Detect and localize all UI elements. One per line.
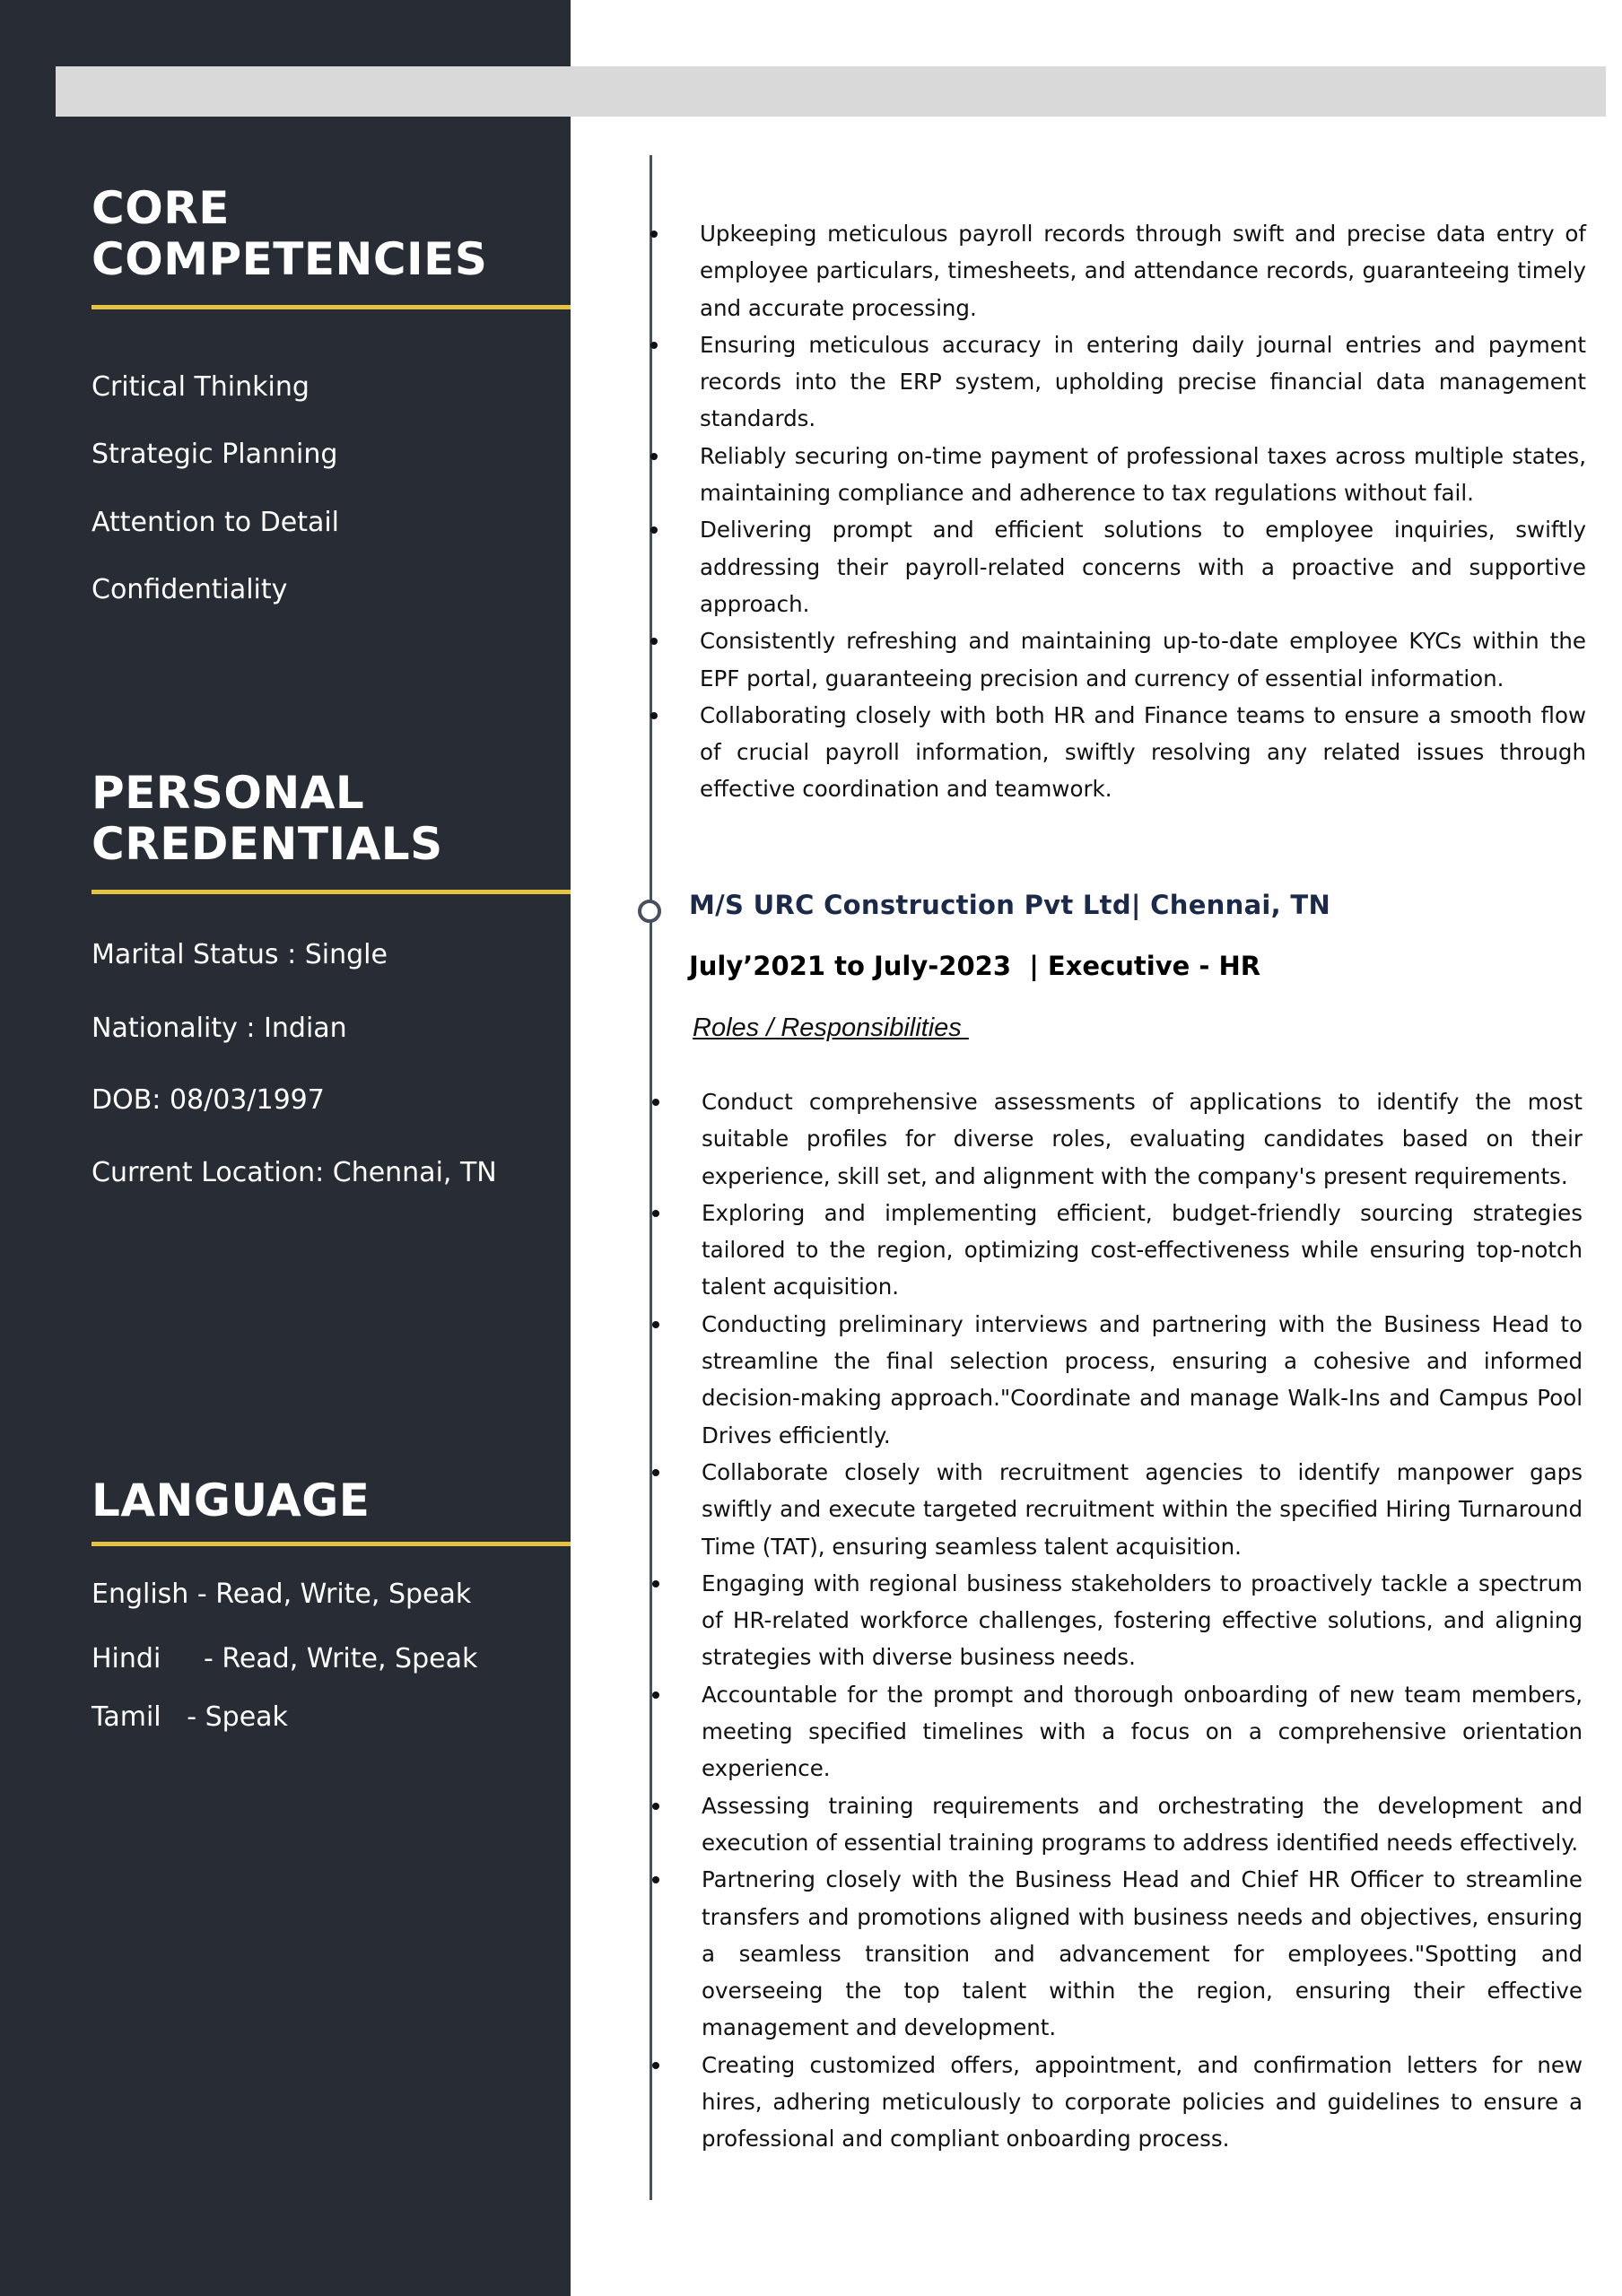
language-item-hindi: Hindi - Read, Write, Speak (92, 1643, 478, 1674)
bullet-item (675, 1861, 1583, 2046)
core-competencies-rule (92, 305, 571, 309)
credential-dob: DOB: 08/03/1997 (92, 1084, 325, 1116)
bullet-icon (652, 1210, 659, 1217)
company-name: M/S URC Construction Pvt Ltd| Chennai, TN (689, 890, 1331, 920)
bullet-text: Partnering closely with the Business Head and Chief HR Officer to streamline transfers and promotions aligned with business needs and objectives, ensuring a seamless transition and advancement for employees."Spotting and overseeing the top talent within the region, ensuring their effective management and development. (702, 1866, 1583, 2041)
bullet-text: Delivering prompt and efficient solutions to employee inquiries, swiftly addressing their payroll-related concerns with a proactive and supportive approach. (700, 517, 1586, 617)
bullet-icon (652, 1321, 659, 1328)
credential-location: Current Location: Chennai, TN (92, 1157, 497, 1188)
language-item-english: English - Read, Write, Speak (92, 1578, 472, 1610)
bullet-item (675, 1676, 1583, 1787)
core-competencies-heading-line1: CORE (92, 182, 230, 234)
personal-credentials-heading-line1: PERSONAL (92, 767, 365, 819)
header-bar (56, 66, 1606, 117)
personal-credentials-heading (92, 768, 443, 870)
bullet-item (673, 326, 1586, 438)
bullet-item (675, 1083, 1583, 1195)
bullet-icon (652, 1692, 659, 1699)
bullet-text: Collaborating closely with both HR and Finance teams to ensure a smooth flow of crucial payroll information, swiftly resolving any related issues through effective coordination and teamwork. (700, 701, 1586, 803)
bullet-text: Accountable for the prompt and thorough onboarding of new team members, meeting specified timelines with a focus on a comprehensive orientation experience. (702, 1681, 1583, 1782)
competency-item: Confidentiality (92, 574, 288, 605)
bullet-item (673, 511, 1586, 622)
bullet-text: Conduct comprehensive assessments of applications to identify the most suitable profiles for diverse roles, evaluating candidates based on their experience, skill set, and alignment with the company's present requirements. (702, 1089, 1583, 1189)
timeline-line (650, 155, 652, 2200)
bullet-icon (650, 453, 658, 460)
bullet-text: Collaborate closely with recruitment agencies to identify manpower gaps swiftly and execute targeted recruitment within the specified Hiring Turnaround Time (TAT), ensuring seamless talent acquisition. (702, 1458, 1583, 1560)
bullet-text: Engaging with regional business stakeholders to proactively tackle a spectrum of HR-related workforce challenges, fostering effective solutions, and aligning strategies with diverse business needs. (702, 1570, 1583, 1671)
bullet-text: Ensuring meticulous accuracy in entering daily journal entries and payment records into the ERP system, upholding precise financial data management standards. (700, 331, 1586, 432)
language-heading-text: LANGUAGE (92, 1474, 371, 1526)
bullet-item (673, 697, 1586, 808)
bullet-text: Conducting preliminary interviews and partnering with the Business Head to streamline the final selection process, ensuring a cohesive and informed decision-making approach."Coordinate and manage Walk-Ins and Campus Pool Drives efficiently. (702, 1310, 1583, 1448)
bullet-item (673, 622, 1586, 697)
language-rule (92, 1542, 571, 1546)
credential-marital-status: Marital Status : Single (92, 939, 388, 970)
core-competencies-heading (92, 183, 487, 285)
bullet-icon (652, 1876, 659, 1883)
bullet-item (673, 438, 1586, 512)
bullet-icon (650, 712, 658, 719)
bullet-item (675, 1565, 1583, 1676)
bullet-item (675, 1454, 1583, 1565)
bullet-text: Reliably securing on-time payment of professional taxes across multiple states, maintaining compliance and adherence to tax regulations without fail. (700, 442, 1586, 507)
bullet-icon (652, 1803, 659, 1810)
personal-credentials-rule (92, 890, 571, 894)
responsibilities-bullet-list (675, 1083, 1583, 2158)
bullet-icon (652, 1580, 659, 1587)
bullet-text: Consistently refreshing and maintaining up-to-date employee KYCs within the EPF portal, guaranteeing precision and currency of essential information. (700, 628, 1586, 691)
bullet-icon (650, 342, 658, 349)
previous-role-bullet-list (673, 215, 1586, 808)
credential-nationality: Nationality : Indian (92, 1013, 347, 1044)
bullet-item (675, 1787, 1583, 1862)
bullet-text: Assessing training requirements and orchestrating the development and execution of essential training programs to address identified needs effectively. (702, 1792, 1583, 1856)
bullet-text: Upkeeping meticulous payroll records through swift and precise data entry of employee particulars, timesheets, and attendance records, guaranteeing timely and accurate processing. (700, 221, 1586, 321)
bullet-icon (652, 1099, 659, 1106)
bullet-text: Exploring and implementing efficient, budget-friendly sourcing strategies tailored to the region, optimizing cost-effectiveness while ensuring top-notch talent acquisition. (702, 1199, 1583, 1300)
competency-item: Strategic Planning (92, 439, 338, 470)
bullet-item (675, 1306, 1583, 1454)
bullet-icon (650, 230, 658, 238)
language-heading (92, 1475, 370, 1526)
sidebar (0, 0, 571, 2296)
bullet-item (673, 215, 1586, 326)
bullet-icon (652, 2062, 659, 2069)
core-competencies-heading-line2: COMPETENCIES (92, 233, 488, 285)
bullet-icon (650, 526, 658, 534)
bullet-icon (650, 638, 658, 645)
timeline-marker-icon (638, 900, 661, 923)
competency-item: Critical Thinking (92, 371, 310, 403)
roles-heading: Roles / Responsibilities (693, 1013, 969, 1042)
competency-item: Attention to Detail (92, 507, 340, 538)
bullet-icon (652, 1469, 659, 1476)
personal-credentials-heading-line2: CREDENTIALS (92, 818, 443, 870)
bullet-item (675, 1195, 1583, 1306)
job-period-title: July’2021 to July-2023 | Executive - HR (689, 951, 1261, 981)
language-item-tamil: Tamil - Speak (92, 1701, 288, 1733)
bullet-text: Creating customized offers, appointment, and confirmation letters for new hires, adhering meticulously to corporate policies and guidelines to ensure a professional and compliant onboarding process. (702, 2051, 1583, 2152)
bullet-item (675, 2047, 1583, 2158)
